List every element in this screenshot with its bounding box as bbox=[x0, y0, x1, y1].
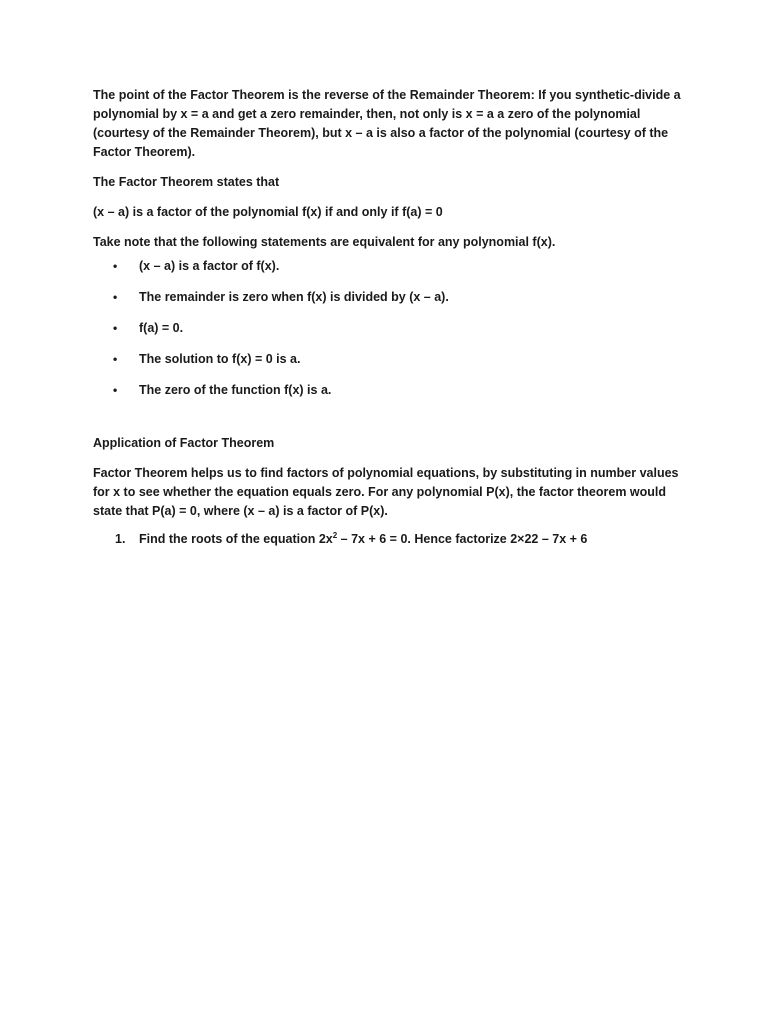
bullet-icon: • bbox=[113, 352, 118, 366]
equivalent-statements-list bbox=[93, 257, 693, 412]
exercise-text-start: Find the roots of the equation 2x bbox=[139, 532, 333, 546]
exercise-text-end: – 7x + 6 = 0. Hence factorize 2×22 – 7x + 6 bbox=[337, 532, 588, 546]
factor-theorem-heading: The Factor Theorem states that bbox=[93, 175, 280, 189]
document-page bbox=[93, 86, 693, 549]
list-item bbox=[93, 319, 693, 350]
equivalence-note: Take note that the following statements are equivalent for any polynomial f(x). bbox=[93, 235, 556, 249]
factor-theorem-statement: (x – a) is a factor of the polynomial f(x) if and only if f(a) = 0 bbox=[93, 205, 443, 219]
bullet-icon: • bbox=[113, 259, 118, 273]
list-item bbox=[93, 288, 693, 319]
exercise-number: 1. bbox=[115, 532, 126, 546]
list-item bbox=[93, 381, 693, 412]
application-heading: Application of Factor Theorem bbox=[93, 436, 275, 450]
bullet-icon: • bbox=[113, 321, 118, 335]
list-item-text: The solution to f(x) = 0 is a. bbox=[139, 352, 301, 366]
intro-paragraph: The point of the Factor Theorem is the reverse of the Remainder Theorem: If you synthetic-divide a polynomial by x = a and get a zero remainder, then, not only is x = a a zero of the polynomial (courtesy of the Remainder Theorem), but x – a is also a factor of the polynomial (courtesy of the Factor Theorem). bbox=[93, 88, 681, 159]
list-item bbox=[93, 257, 693, 288]
application-paragraph: Factor Theorem helps us to find factors of polynomial equations, by substituting in number values for x to see whether the equation equals zero. For any polynomial P(x), the factor theorem would state that P(a) = 0, where (x – a) is a factor of P(x). bbox=[93, 466, 679, 518]
list-item-text: f(a) = 0. bbox=[139, 321, 184, 335]
exercise-exponent: 2 bbox=[332, 530, 338, 540]
list-item-text: The remainder is zero when f(x) is divided by (x – a). bbox=[139, 290, 449, 304]
list-item-text: (x – a) is a factor of f(x). bbox=[139, 259, 280, 273]
exercise-item bbox=[93, 530, 693, 549]
bullet-icon: • bbox=[113, 383, 118, 397]
bullet-icon: • bbox=[113, 290, 118, 304]
list-item-text: The zero of the function f(x) is a. bbox=[139, 383, 332, 397]
list-item bbox=[93, 350, 693, 381]
exercise-list bbox=[93, 530, 693, 549]
